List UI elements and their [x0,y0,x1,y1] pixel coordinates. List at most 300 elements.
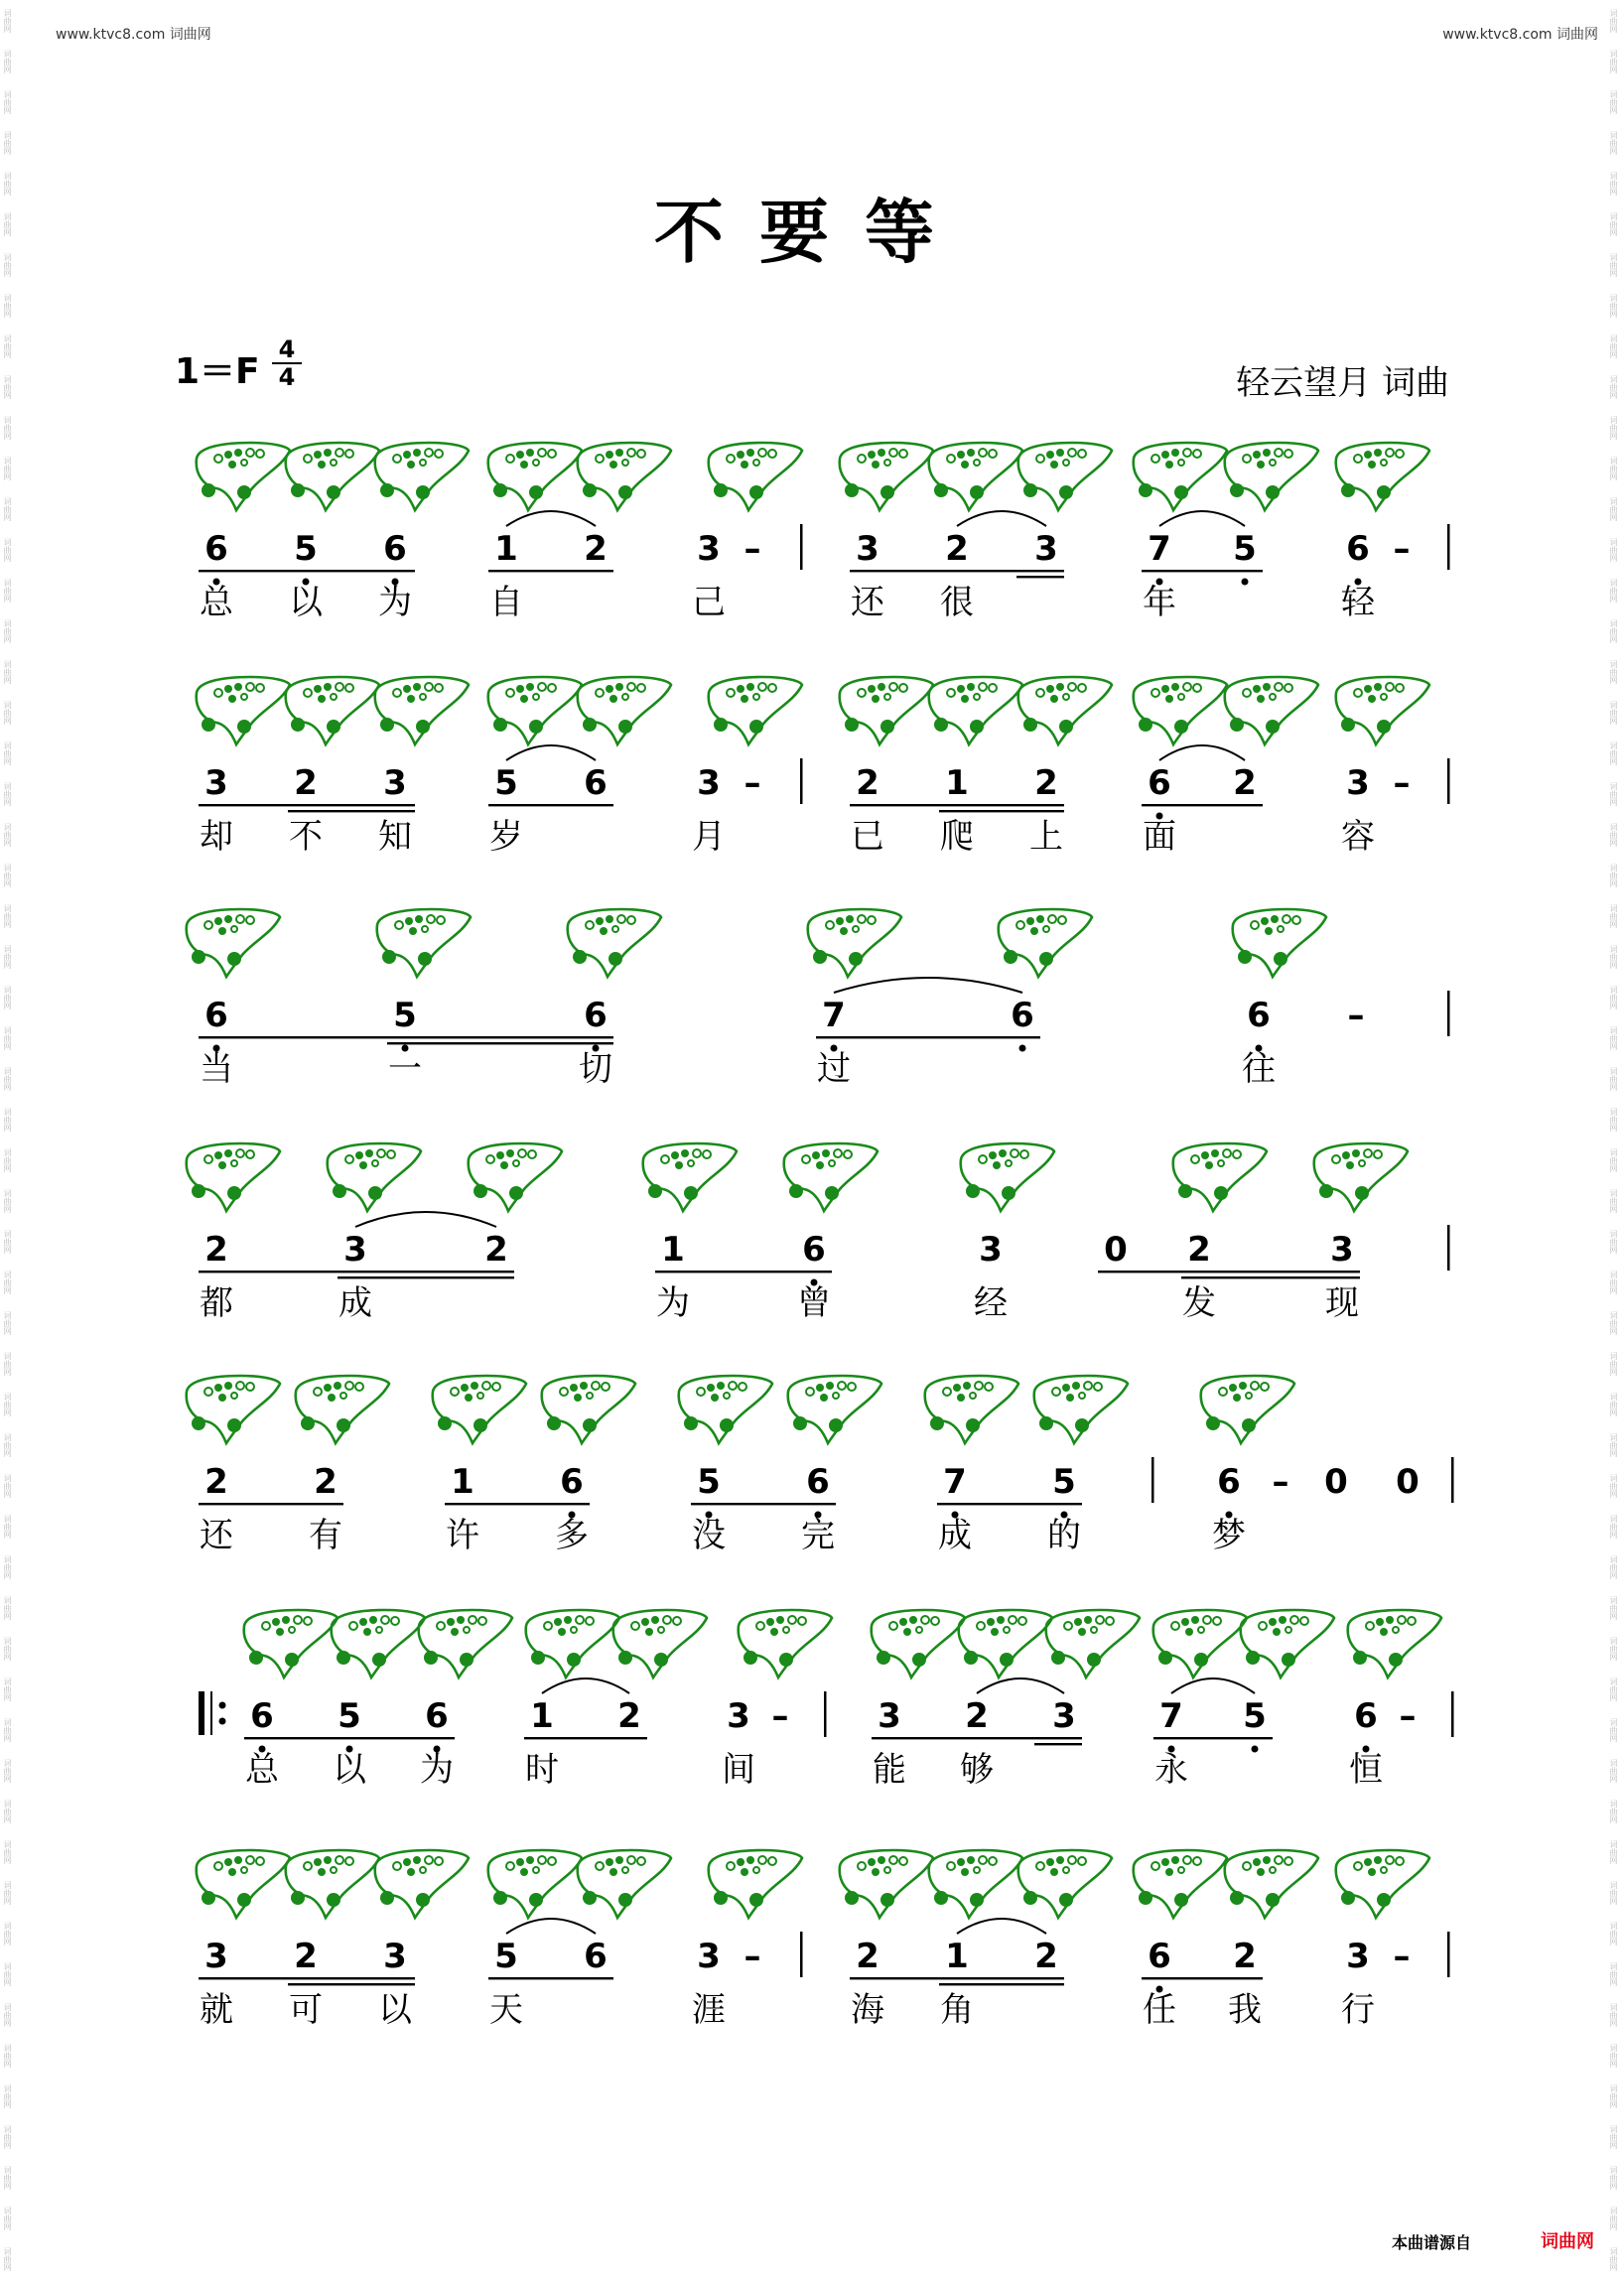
note-numeral: 2 [584,529,608,569]
ocarina-fingering-icon [1348,1610,1441,1677]
note-numeral: 3 [979,1230,1003,1270]
lyric-char: 可 [289,1990,323,2030]
ocarina-fingering-icon [578,443,671,510]
lyric-char: 一 [388,1049,422,1089]
side-watermark-text: 词曲网 [3,415,12,440]
note-numeral: 6 [250,1696,274,1736]
note-numeral: 3 [204,1937,228,1976]
bar-line [800,1932,803,1977]
note-numeral: 3 [1052,1696,1076,1736]
note-numeral: 1 [945,1937,969,1976]
note-numeral: 2 [856,763,880,803]
side-watermark-text: 词曲网 [3,740,12,765]
note-numeral: 7 [1159,1696,1183,1736]
note-numeral: 2 [294,763,318,803]
side-watermark-text: 词曲网 [3,781,12,806]
beam-underline [1142,570,1263,572]
beam-underline [244,1737,455,1739]
ocarina-fingering-icon [1233,909,1326,977]
ocarina-fingering-icon [328,1143,421,1211]
note-numeral: 6 [806,1462,830,1502]
side-watermark-text: 词曲网 [1609,8,1618,33]
ocarina-fingering-icon [872,1610,965,1677]
bar-line [1447,524,1450,570]
lyric-char: 的 [1047,1516,1081,1555]
lyric-char: 为 [656,1283,690,1323]
beam-underline [524,1737,647,1739]
side-watermark-text: 词曲网 [3,537,12,562]
side-watermark-text: 词曲网 [1609,659,1618,684]
ocarina-fingering-icon [709,1850,802,1918]
ocarina-fingering-icon [613,1610,707,1677]
lyric-char: 爬 [940,817,974,857]
lyric-char: 上 [1029,817,1063,857]
lyric-char: 永 [1154,1750,1188,1790]
note-numeral: 2 [204,1230,228,1270]
beam-underline [1142,804,1263,806]
side-watermark-text: 词曲网 [3,1758,12,1783]
beam-underline [850,804,1064,806]
side-watermark-text: 词曲网 [1609,1921,1618,1945]
side-watermark-text: 词曲网 [3,171,12,196]
beam-underline [1034,1743,1082,1745]
ocarina-fingering-icon [488,677,582,744]
ocarina-fingering-icon [1225,443,1318,510]
side-watermark-text: 词曲网 [3,1310,12,1335]
side-watermark-text: 词曲网 [1609,1147,1618,1172]
lyric-char: 当 [200,1049,233,1089]
lyric-char: 过 [817,1049,851,1089]
ocarina-fingering-icon [961,1143,1054,1211]
repeat-thin-bar [210,1691,212,1735]
meter-top: 4 [278,335,296,363]
side-watermark-text: 词曲网 [1609,211,1618,236]
note-numeral: 3 [1034,529,1058,569]
lyric-char: 总 [245,1750,279,1790]
lyric-char: 岁 [489,817,523,857]
note-numeral: 6 [1346,529,1370,569]
side-watermark-text: 词曲网 [3,1717,12,1742]
note-numeral: 5 [338,1696,361,1736]
ocarina-fingering-icon [1336,677,1429,744]
note-numeral: 6 [204,996,228,1035]
lower-octave-dot [1019,1045,1026,1052]
dash-extender: – [744,1937,761,1976]
ocarina-fingering-icon [1018,443,1112,510]
side-watermark-text: 词曲网 [3,985,12,1009]
dash-extender: – [771,1696,789,1736]
dash-extender: – [744,763,761,803]
lyric-char: 海 [851,1990,884,2030]
lyric-char: 就 [200,1990,233,2030]
side-watermark-text: 词曲网 [1609,1310,1618,1335]
lyric-char: 不 [289,817,323,857]
dash-extender: – [1393,763,1411,803]
side-watermark-text: 词曲网 [3,700,12,725]
slur-arc [1171,1678,1255,1693]
note-numeral: 5 [697,1462,721,1502]
lyric-char: 多 [555,1516,589,1555]
key-signature: 1＝F [175,351,260,392]
side-watermark-text: 词曲网 [1609,740,1618,765]
note-numeral: 3 [1346,763,1370,803]
dash-extender: – [744,529,761,569]
ocarina-fingering-icon [187,909,280,977]
lyric-char: 涯 [692,1990,726,2030]
ocarina-fingering-icon [419,1610,512,1677]
note-numeral: 2 [1233,763,1257,803]
note-numeral: 6 [1247,996,1271,1035]
side-watermark-text: 词曲网 [3,578,12,603]
side-watermark-text: 词曲网 [1609,1717,1618,1742]
note-numeral: 2 [484,1230,508,1270]
side-watermark-text: 词曲网 [3,1554,12,1579]
side-watermark-text: 词曲网 [1609,374,1618,399]
side-watermark-text: 词曲网 [1609,618,1618,643]
note-numeral: 3 [727,1696,750,1736]
note-numeral: 3 [1346,1937,1370,1976]
beam-underline [199,804,415,806]
side-watermark-text: 词曲网 [3,496,12,521]
ocarina-fingering-icon [709,677,802,744]
beam-underline [937,1503,1082,1505]
beam-underline [445,1503,590,1505]
side-watermark-text: 词曲网 [3,618,12,643]
note-numeral: 7 [1148,529,1171,569]
note-numeral: 2 [1034,1937,1058,1976]
note-numeral: 5 [494,1937,518,1976]
ocarina-fingering-icon [1018,1850,1112,1918]
note-numeral: 2 [856,1937,880,1976]
side-watermark-text: 词曲网 [1609,1392,1618,1416]
ocarina-fingering-icon [286,677,379,744]
ocarina-fingering-icon [187,1376,280,1443]
note-numeral: 3 [383,1937,407,1976]
side-watermark-text: 词曲网 [1609,863,1618,887]
side-watermark-text: 词曲网 [3,863,12,887]
lyric-char: 能 [873,1750,906,1790]
note-numeral: 1 [661,1230,685,1270]
ocarina-fingering-icon [808,909,901,977]
note-numeral: 1 [945,763,969,803]
lyric-char: 很 [940,583,974,622]
bar-line [800,524,803,570]
slur-arc [977,1678,1064,1693]
beam-underline [199,1271,514,1273]
side-watermark-text: 词曲网 [3,293,12,318]
lyric-char: 成 [338,1283,372,1323]
side-watermark-text: 词曲网 [1609,985,1618,1009]
ocarina-fingering-icon [840,677,933,744]
ocarina-fingering-icon [929,677,1022,744]
bar-line [1151,1457,1154,1503]
side-watermark-text: 词曲网 [3,1921,12,1945]
ocarina-fingering-icon [244,1610,338,1677]
side-watermark-text: 词曲网 [1609,903,1618,928]
lyric-char: 恒 [1349,1750,1383,1790]
side-watermark-text: 词曲网 [3,1025,12,1050]
side-watermark-text: 词曲网 [1609,944,1618,969]
side-watermark-text: 词曲网 [3,1270,12,1294]
bar-line [1451,1457,1454,1503]
lyric-char: 曾 [797,1283,831,1323]
side-watermark-text: 词曲网 [1609,1270,1618,1294]
note-numeral: 5 [1052,1462,1076,1502]
lyric-char: 间 [722,1750,755,1790]
ocarina-fingering-icon [929,1850,1022,1918]
bar-line [824,1691,827,1737]
lower-octave-dot [1242,579,1249,586]
lyric-char: 发 [1182,1283,1216,1323]
ocarina-fingering-icon [286,443,379,510]
side-watermark-text: 词曲网 [3,334,12,358]
side-watermark-text: 词曲网 [1609,1107,1618,1132]
side-watermark-text: 词曲网 [3,1799,12,1823]
ocarina-fingering-icon [578,1850,671,1918]
note-numeral: 7 [822,996,846,1035]
note-numeral: 7 [943,1462,967,1502]
side-watermark-text: 词曲网 [1609,2083,1618,2108]
side-watermark-text: 词曲网 [1609,496,1618,521]
beam-underline [488,570,613,572]
side-watermark-text: 词曲网 [3,130,12,155]
note-numeral: 0 [1104,1230,1128,1270]
ocarina-fingering-icon [1173,1143,1267,1211]
note-numeral: 3 [878,1696,901,1736]
note-numeral: 1 [451,1462,474,1502]
side-watermark-text: 词曲网 [1609,334,1618,358]
side-watermark-text: 词曲网 [1609,1432,1618,1457]
beam-underline [199,1036,613,1038]
beam-underline [488,804,613,806]
beam-underline [939,1983,1064,1985]
ocarina-fingering-icon [1336,443,1429,510]
bar-line [1451,1691,1454,1737]
slur-arc [957,1919,1046,1934]
note-numeral: 3 [383,763,407,803]
beam-underline [1142,1977,1263,1979]
side-watermark-text: 词曲网 [1609,2206,1618,2230]
slur-arc [355,1212,496,1227]
note-numeral: 5 [1243,1696,1267,1736]
beam-underline [691,1503,836,1505]
note-numeral: 3 [697,763,721,803]
side-watermark-text: 词曲网 [1609,1025,1618,1050]
note-numeral: 6 [383,529,407,569]
dash-extender: – [1399,1696,1417,1736]
ocarina-fingering-icon [197,677,290,744]
side-watermark-text: 词曲网 [3,89,12,114]
lyric-char: 为 [420,1750,454,1790]
slur-arc [834,978,1022,993]
ocarina-fingering-icon [296,1376,389,1443]
side-watermark-text: 词曲网 [3,2043,12,2068]
note-numeral: 2 [204,1462,228,1502]
ocarina-fingering-icon [643,1143,737,1211]
note-numeral: 5 [294,529,318,569]
lyric-char: 知 [378,817,412,857]
side-watermark-text: 词曲网 [1609,2043,1618,2068]
dash-extender: – [1393,529,1411,569]
ocarina-fingering-icon [488,1850,582,1918]
lyric-char: 已 [851,817,884,857]
side-watermark-text: 词曲网 [1609,1473,1618,1498]
note-numeral: 2 [617,1696,641,1736]
footer-source: 本曲谱源自 [1392,2233,1472,2252]
lyric-char: 完 [801,1516,835,1555]
beam-underline [488,1977,613,1979]
side-watermark-text: 词曲网 [1609,415,1618,440]
note-numeral: 5 [1233,529,1257,569]
beam-underline [288,1983,415,1985]
side-watermark-text: 词曲网 [3,49,12,73]
slur-arc [506,511,596,526]
side-watermark-text: 词曲网 [1609,1554,1618,1579]
lyric-char: 年 [1143,583,1176,622]
side-watermark-text: 词曲网 [1609,1188,1618,1213]
side-watermark-text: 词曲网 [3,374,12,399]
note-numeral: 6 [1148,763,1171,803]
side-watermark-text: 词曲网 [3,1473,12,1498]
slur-arc [506,1919,596,1934]
beam-underline [338,1276,514,1278]
side-watermark-text: 词曲网 [3,1147,12,1172]
lyric-char: 容 [1341,817,1375,857]
side-watermark-text: 词曲网 [3,1839,12,1864]
repeat-dot [219,1702,226,1709]
note-numeral: 3 [697,529,721,569]
side-watermark-text: 词曲网 [3,1229,12,1254]
ocarina-fingering-icon [709,443,802,510]
note-numeral: 6 [560,1462,584,1502]
ocarina-fingering-icon [1201,1376,1294,1443]
watermark-right: www.ktvc8.com 词曲网 [1442,27,1598,43]
side-watermark-text: 词曲网 [3,1961,12,1986]
lyric-char: 己 [692,583,726,622]
ocarina-fingering-icon [1314,1143,1408,1211]
side-watermark-text: 词曲网 [3,1595,12,1620]
beam-underline [939,810,1064,812]
dash-extender: – [1347,996,1365,1035]
side-watermark-text: 词曲网 [1609,1595,1618,1620]
lyric-char: 为 [378,583,412,622]
beam-underline [850,570,1064,572]
side-watermark-text: 词曲网 [3,1514,12,1539]
beam-underline [288,810,415,812]
lyric-char: 还 [200,1516,233,1555]
slur-arc [1159,511,1245,526]
ocarina-fingering-icon [375,443,469,510]
side-watermark-text: 词曲网 [1609,781,1618,806]
side-watermark-text: 词曲网 [1609,1839,1618,1864]
lyric-char: 月 [692,817,726,857]
note-numeral: 5 [494,763,518,803]
note-numeral: 6 [1148,1937,1171,1976]
side-watermark-text: 词曲网 [1609,130,1618,155]
beam-underline [655,1271,832,1273]
ocarina-fingering-icon [197,443,290,510]
side-watermark-text: 词曲网 [1609,1758,1618,1783]
ocarina-fingering-icon [568,909,661,977]
bar-line [1447,991,1450,1036]
side-watermark-text: 词曲网 [3,456,12,480]
side-watermark-text: 词曲网 [1609,2124,1618,2149]
side-watermark-text: 词曲网 [3,1676,12,1701]
note-numeral: 6 [584,996,608,1035]
lyric-char: 任 [1143,1990,1176,2030]
note-numeral: 6 [584,763,608,803]
lyric-char: 现 [1325,1283,1359,1323]
side-watermark-text: 词曲网 [1609,2246,1618,2271]
ocarina-fingering-icon [739,1610,832,1677]
lyric-char: 切 [579,1049,612,1089]
lyric-char: 以 [378,1990,412,2030]
lyric-char: 时 [525,1750,559,1790]
side-watermark-text: 词曲网 [1609,1799,1618,1823]
side-watermark-text: 词曲网 [3,1880,12,1905]
lyric-char: 够 [960,1750,994,1790]
side-watermark-text: 词曲网 [3,2002,12,2027]
meter-bottom: 4 [278,363,296,391]
ocarina-fingering-icon [1241,1610,1334,1677]
note-numeral: 6 [1217,1462,1241,1502]
slur-arc [542,1678,629,1693]
lyric-char: 面 [1143,817,1176,857]
beam-underline [199,1503,343,1505]
ocarina-fingering-icon [788,1376,881,1443]
note-numeral: 3 [697,1937,721,1976]
ocarina-fingering-icon [1134,1850,1227,1918]
ocarina-fingering-icon [840,1850,933,1918]
note-numeral: 6 [1354,1696,1378,1736]
beam-underline [387,1042,613,1044]
slur-arc [1159,745,1245,760]
lyric-char: 天 [489,1990,523,2030]
lyric-char: 经 [974,1283,1008,1323]
ocarina-fingering-icon [542,1376,635,1443]
repeat-thick-bar [199,1691,204,1735]
lower-octave-dot [1252,1746,1259,1753]
beam-underline [199,1977,415,1979]
bar-line [1447,1225,1450,1271]
ocarina-fingering-icon [1336,1850,1429,1918]
side-watermark-text: 词曲网 [1609,700,1618,725]
footer-logo: 词曲网 [1541,2231,1594,2252]
note-numeral: 2 [945,529,969,569]
ocarina-fingering-icon [840,443,933,510]
side-watermark-text: 词曲网 [3,1636,12,1661]
side-watermark-text: 词曲网 [1609,252,1618,277]
side-watermark-text: 词曲网 [1609,89,1618,114]
note-numeral: 2 [965,1696,989,1736]
side-watermark-text: 词曲网 [1609,2002,1618,2027]
slur-arc [957,511,1046,526]
lyric-char: 有 [309,1516,342,1555]
side-watermark-text: 词曲网 [3,2206,12,2230]
beam-underline [816,1036,1040,1038]
ocarina-fingering-icon [187,1143,280,1211]
ocarina-fingering-icon [1225,1850,1318,1918]
side-watermark-text: 词曲网 [1609,2165,1618,2190]
side-watermark-text: 词曲网 [3,1392,12,1416]
side-watermark-text: 词曲网 [3,252,12,277]
lyric-char: 却 [200,817,233,857]
lyric-char: 自 [489,583,523,622]
side-watermark-text: 词曲网 [3,2165,12,2190]
lyric-char: 成 [938,1516,972,1555]
lyric-char: 许 [446,1516,479,1555]
ocarina-fingering-icon [433,1376,526,1443]
